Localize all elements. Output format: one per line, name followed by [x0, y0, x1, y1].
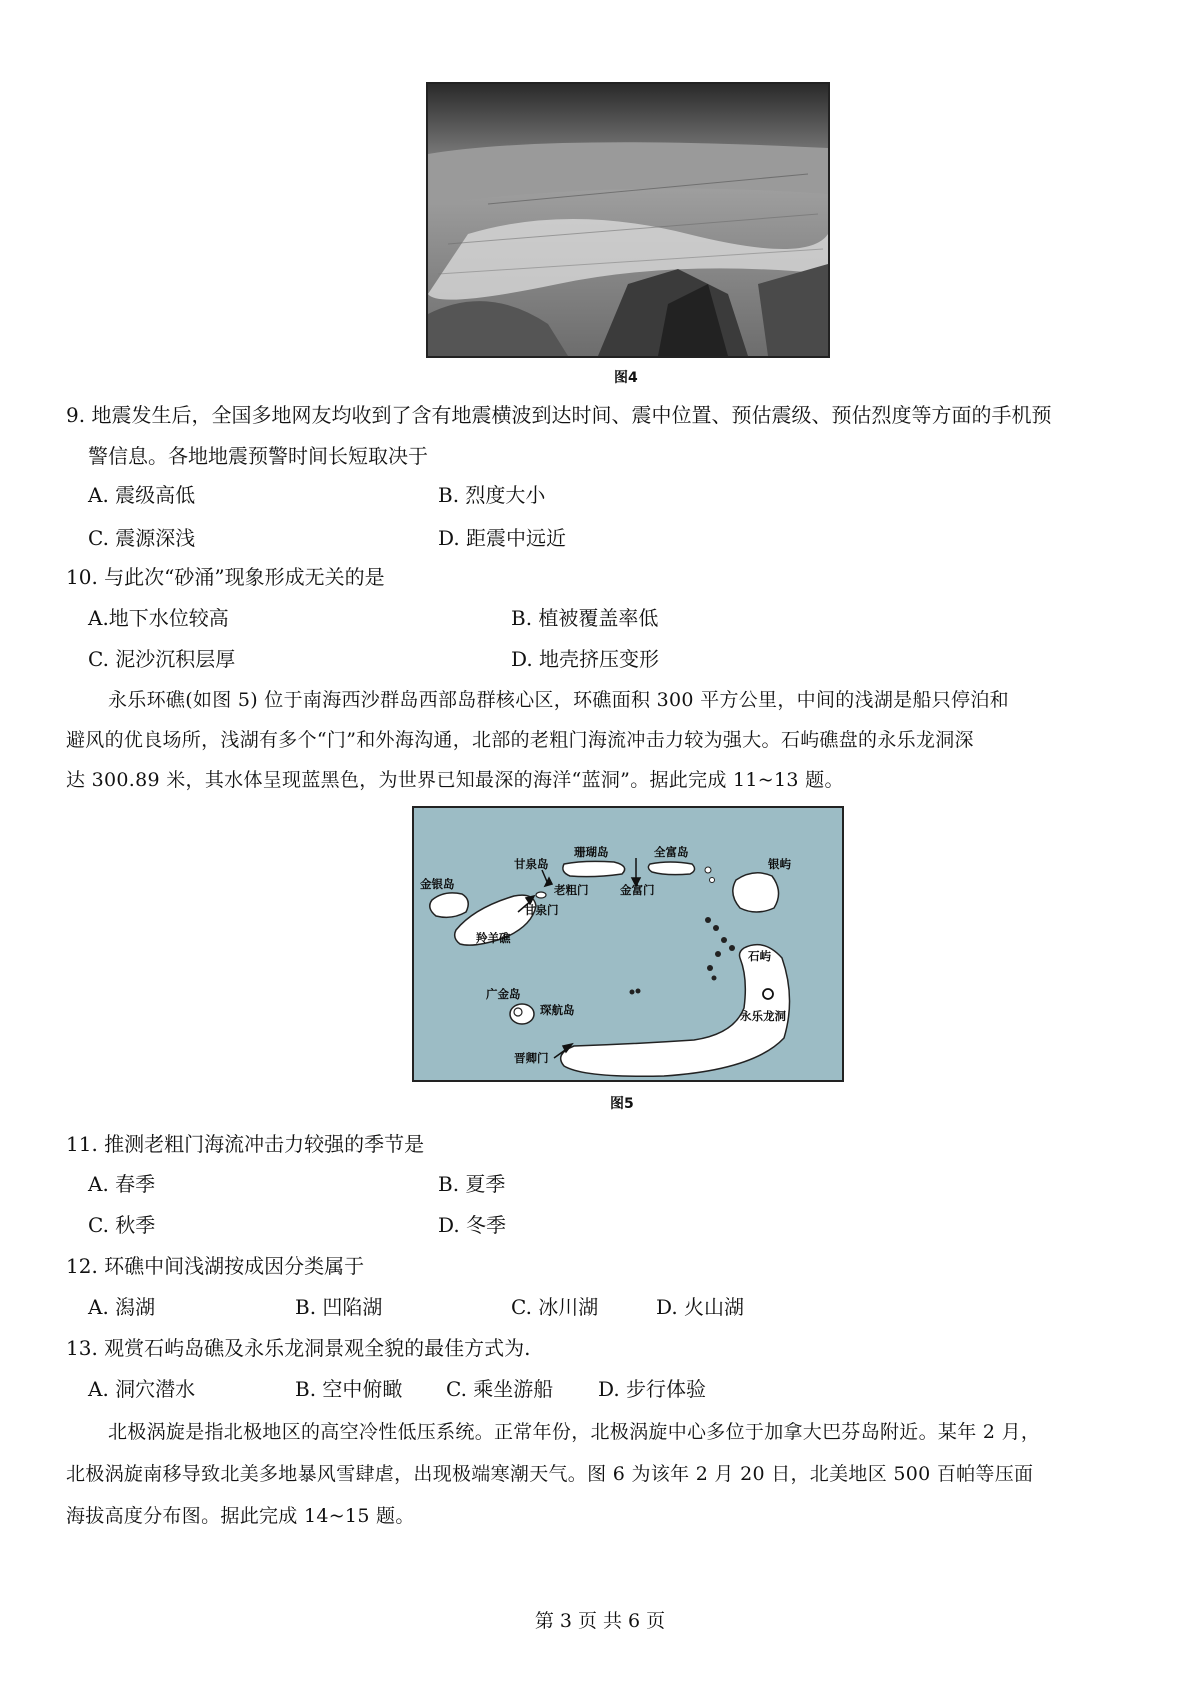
q13-option-d: D. 步行体验 [598, 1377, 707, 1401]
label-quanfu: 全富岛 [654, 845, 689, 859]
label-yinyu: 银屿 [768, 857, 791, 871]
reef-dot [705, 867, 711, 873]
q9-option-c: C. 震源深浅 [88, 526, 196, 550]
page-footer: 第 3 页 共 6 页 [534, 1610, 666, 1632]
reef-dot [713, 925, 719, 931]
label-jinqing: 晋卿门 [514, 1051, 549, 1065]
reef-dot [715, 951, 721, 957]
q13-option-c: C. 乘坐游船 [446, 1377, 554, 1401]
reef-dot [721, 937, 727, 943]
q11-option-d: D. 冬季 [438, 1213, 507, 1237]
label-laocu: 老粗门 [554, 883, 589, 897]
label-chenhang: 琛航岛 [540, 1003, 575, 1017]
figure-4-photo [426, 82, 830, 358]
passage1-line1: 永乐环礁(如图 5) 位于南海西沙群岛西部岛群核心区，环礁面积 300 平方公里，中间的浅湖是船只停泊和 [108, 689, 1009, 711]
passage2-line2: 北极涡旋南移导致北美多地暴风雪肆虐，出现极端寒潮天气。图 6 为该年 2 月 20 日，北美地区 500 百帕等压面 [66, 1463, 1034, 1485]
passage2-line3: 海拔高度分布图。据此完成 14~15 题。 [66, 1505, 415, 1527]
ganquan-island-shape [536, 892, 546, 898]
q9-option-b: B. 烈度大小 [438, 483, 546, 507]
label-ganquanmen: 甘泉门 [524, 903, 559, 917]
reef-dot [710, 878, 715, 883]
q9-option-d: D. 距震中远近 [438, 526, 567, 550]
label-jinyin: 金银岛 [420, 877, 455, 891]
quanfu-island-shape [648, 862, 694, 875]
q12-stem: 12. 环礁中间浅湖按成因分类属于 [66, 1254, 365, 1278]
q12-option-c: C. 冰川湖 [511, 1295, 599, 1319]
figure-4-caption: 图4 [614, 370, 638, 386]
q10-stem: 10. 与此次“砂涌”现象形成无关的是 [66, 565, 385, 589]
guangjin-island-shape [514, 1008, 522, 1016]
q9-stem-line2: 警信息。各地地震预警时间长短取决于 [88, 444, 428, 468]
shanhu-island-shape [563, 861, 625, 876]
label-ganquan: 甘泉岛 [514, 857, 549, 871]
q13-option-b: B. 空中俯瞰 [295, 1377, 403, 1401]
reef-dot [712, 976, 717, 981]
figure-5-caption: 图5 [610, 1096, 634, 1112]
label-yongle: 永乐龙洞 [740, 1009, 786, 1023]
q10-option-a: A.地下水位较高 [88, 606, 229, 630]
q12-option-b: B. 凹陷湖 [295, 1295, 383, 1319]
q11-option-b: B. 夏季 [438, 1172, 506, 1196]
q11-option-a: A. 春季 [88, 1172, 156, 1196]
q9-stem-line1: 9. 地震发生后，全国多地网友均收到了含有地震横波到达时间、震中位置、预估震级、预估烈度等方面的手机预 [66, 403, 1052, 427]
figure-5-map [412, 806, 844, 1082]
label-jinfu: 金富门 [620, 883, 655, 897]
reef-dot [707, 965, 713, 971]
q11-option-c: C. 秋季 [88, 1213, 156, 1237]
q10-option-d: D. 地壳挤压变形 [511, 647, 660, 671]
q10-option-b: B. 植被覆盖率低 [511, 606, 659, 630]
q12-option-a: A. 潟湖 [88, 1295, 156, 1319]
q9-option-a: A. 震级高低 [88, 483, 196, 507]
label-shiyu: 石屿 [748, 949, 771, 963]
label-shanhu: 珊瑚岛 [574, 845, 609, 859]
yongle-blue-hole-marker [763, 989, 773, 999]
yinyu-island-shape [733, 873, 779, 912]
earthquake-photo-illustration [428, 84, 828, 356]
reef-dot [636, 989, 641, 994]
passage1-line2: 避风的优良场所，浅湖有多个“门”和外海沟通，北部的老粗门海流冲击力较为强大。石屿礁盘的永乐龙洞深 [66, 729, 974, 751]
label-lingyang: 羚羊礁 [476, 931, 511, 945]
q13-option-a: A. 洞穴潜水 [88, 1377, 196, 1401]
label-guangjin: 广金岛 [486, 987, 521, 1001]
q11-stem: 11. 推测老粗门海流冲击力较强的季节是 [66, 1132, 425, 1156]
reef-dot [729, 945, 735, 951]
q10-option-c: C. 泥沙沉积层厚 [88, 647, 236, 671]
passage1-line3: 达 300.89 米，其水体呈现蓝黑色，为世界已知最深的海洋“蓝洞”。据此完成 11~13 题。 [66, 769, 844, 791]
q12-option-d: D. 火山湖 [656, 1295, 745, 1319]
reef-dot [705, 917, 711, 923]
q13-stem: 13. 观赏石屿岛礁及永乐龙洞景观全貌的最佳方式为. [66, 1336, 531, 1360]
atoll-map [414, 808, 842, 1080]
reef-dot [630, 990, 635, 995]
passage2-line1: 北极涡旋是指北极地区的高空冷性低压系统。正常年份，北极涡旋中心多位于加拿大巴芬岛附近。某年 2 月， [108, 1421, 1041, 1443]
